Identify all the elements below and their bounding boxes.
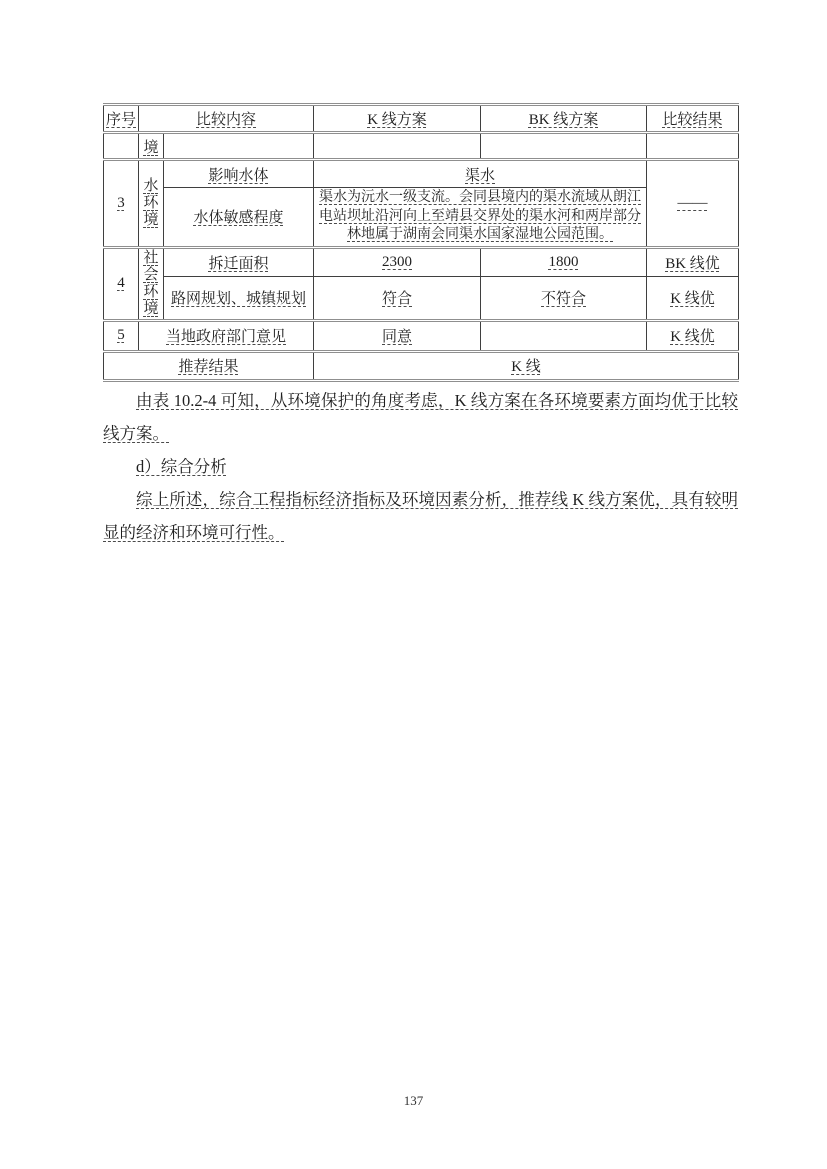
table-row-government: [104, 320, 739, 351]
cell-planning-bk: [481, 276, 647, 320]
cell-value-affected-water: [314, 160, 647, 188]
value-demolition-bk: 1800: [548, 253, 579, 270]
cell-value-sensitivity: [314, 188, 647, 248]
item-planning-label: 路网规划、城镇规划: [171, 291, 307, 308]
cell-item-demolition: [164, 247, 314, 276]
cell-no-5: [104, 320, 139, 351]
page-number: 137: [403, 1093, 424, 1108]
header-label-result: 比较结果: [662, 112, 723, 128]
value-demolition-k: 2300: [382, 253, 413, 270]
paragraph-heading-analysis-text: d）综合分析: [136, 457, 227, 476]
header-label-k-plan: K 线方案: [367, 112, 427, 128]
value-affected-water: 渠水: [465, 167, 496, 184]
table-row-recommend: [104, 351, 739, 380]
cell-recommend-label: [104, 351, 314, 380]
cell-item-government: [139, 320, 314, 351]
category-water-label: 水环境: [143, 177, 159, 228]
cell-planning-k: [314, 276, 481, 320]
paragraph-conclusion-table-text: 由表 10.2-4 可知，从环境保护的角度考虑，K 线方案在各环境要素方面均优于比较线方案。: [103, 391, 738, 443]
paragraph-conclusion-table: [103, 384, 738, 450]
header-cell-bk-plan: [481, 105, 647, 133]
paragraph-summary-text: 综上所述，综合工程指标经济指标及环境因素分析，推荐线 K 线方案优，具有较明显的经济和环境可行性。: [103, 490, 738, 542]
header-cell-result: [647, 105, 739, 133]
carryover-row: [104, 133, 739, 160]
cell-demolition-result: [647, 247, 739, 276]
item-government-label: 当地政府部门意见: [166, 329, 287, 345]
cell-government-bk: [481, 320, 647, 351]
result-government: K 线优: [670, 329, 715, 345]
comparison-table: [103, 103, 739, 382]
result-water: ——: [677, 194, 708, 211]
header-label-content: 比较内容: [196, 112, 257, 128]
table-row-water-2: [104, 188, 739, 248]
recommend-value: K 线: [511, 359, 541, 375]
cell-category-water: [139, 160, 164, 248]
table-row-social-1: [104, 247, 739, 276]
item-demolition-label: 拆迁面积: [208, 255, 269, 272]
carryover-cell-item: [164, 133, 314, 160]
cell-government-result: [647, 320, 739, 351]
table-header-row: [104, 105, 739, 133]
carryover-cell-bk: [481, 133, 647, 160]
result-planning: K 线优: [670, 291, 715, 308]
row-no-3: 3: [117, 194, 125, 211]
cell-no-3: [104, 160, 139, 248]
header-cell-k-plan: [314, 105, 481, 133]
value-sensitivity: 渠水为沅水一级支流。会同县境内的渠水流域从朗江电站坝址沿河向上至靖县交界处的渠水河和两岸部分林地属于湖南会同渠水国家湿地公园范围。: [319, 190, 642, 242]
header-cell-no: [104, 105, 139, 133]
header-cell-content: [139, 105, 314, 133]
cell-recommend-value: [314, 351, 739, 380]
cell-government-k: [314, 320, 481, 351]
value-planning-bk: 不符合: [541, 291, 587, 308]
paragraph-heading-analysis: [103, 450, 738, 483]
carryover-cell-k: [314, 133, 481, 160]
carryover-cell-result: [647, 133, 739, 160]
value-government-k: 同意: [382, 329, 413, 345]
row-no-5: 5: [117, 327, 125, 343]
table-row-water-1: [104, 160, 739, 188]
cell-item-sensitivity: [164, 188, 314, 248]
table-row-social-2: [104, 276, 739, 320]
carryover-cell-category: [139, 133, 164, 160]
cell-category-social: [139, 247, 164, 320]
cell-no-4: [104, 247, 139, 320]
header-label-bk-plan: BK 线方案: [528, 112, 599, 128]
value-planning-k: 符合: [382, 291, 413, 308]
category-social-label: 社会环境: [143, 249, 159, 317]
cell-planning-result: [647, 276, 739, 320]
body-text: [103, 384, 738, 549]
item-sensitivity-label: 水体敏感程度: [193, 210, 284, 227]
item-affected-water-label: 影响水体: [208, 167, 269, 184]
row-no-4: 4: [117, 275, 125, 291]
header-label-no: 序号: [106, 112, 137, 128]
cell-item-affected-water: [164, 160, 314, 188]
cell-item-planning: [164, 276, 314, 320]
cell-demolition-bk: [481, 247, 647, 276]
recommend-label: 推荐结果: [178, 359, 239, 375]
carryover-cell-no: [104, 133, 139, 160]
cell-result-water: [647, 160, 739, 248]
paragraph-summary: [103, 483, 738, 549]
cell-demolition-k: [314, 247, 481, 276]
result-demolition: BK 线优: [665, 255, 720, 272]
carryover-category-label: 境: [143, 139, 159, 156]
